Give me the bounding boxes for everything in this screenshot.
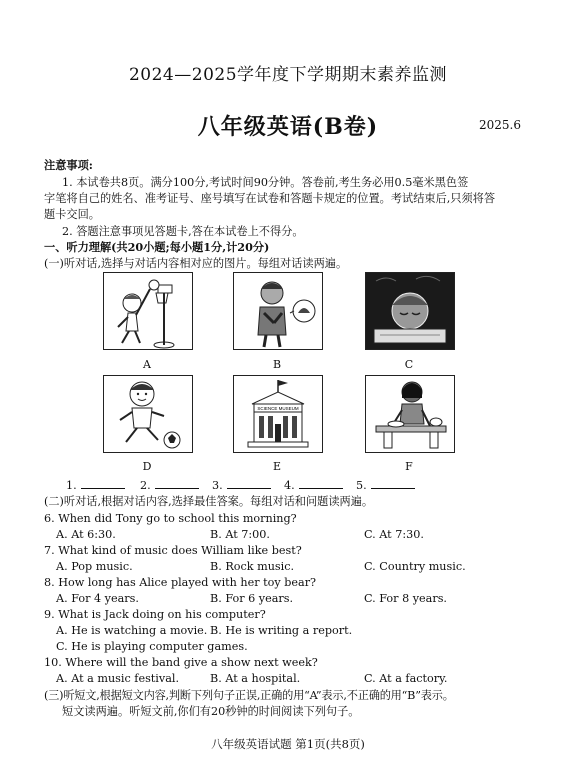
picture-d [103,375,193,453]
q8-option-a[interactable]: A. For 4 years. [56,592,139,605]
boy-sleeping-icon [366,273,454,349]
picture-f [365,375,455,453]
picture-e-label: E [272,460,282,473]
notice-item-1-line-1: 1. 本试卷共8页。满分100分,考试时间90分钟。答卷前,考生务必用0.5毫米黑色签 [62,176,469,189]
picture-d-label: D [142,460,152,473]
museum-sign: SCIENCE MUSEUM [257,406,299,411]
q10-option-a[interactable]: A. At a music festival. [56,672,180,685]
q9-option-a[interactable]: A. He is watching a movie. [56,624,208,637]
q6-option-a[interactable]: A. At 6:30. [56,528,116,541]
picture-c-label: C [404,358,414,371]
q7-option-a[interactable]: A. Pop music. [56,560,133,573]
answer-number-2: 2. [140,479,151,492]
boy-sick-icon [234,273,322,349]
science-museum-icon [234,376,322,452]
blank-line [371,478,415,489]
part-3-instruction-line-1: (三)听短文,根据短文内容,判断下列句子正误,正确的用“A”表示,不正确的用“B”表示。 [44,689,454,702]
picture-f-label: F [405,460,413,473]
picture-b [233,272,323,350]
part-3-instruction-line-2: 短文读两遍。听短文前,你们有20秒钟的时间阅读下列句子。 [62,705,360,718]
part-1-instruction: (一)听对话,选择与对话内容相对应的图片。每组对话读两遍。 [44,257,348,270]
q9-option-c[interactable]: C. He is playing computer games. [56,640,248,653]
question-8: 8. How long has Alice played with her toy bear? [44,576,317,589]
answer-blank-1[interactable] [66,478,125,493]
blank-line [155,478,199,489]
notice-item-1-line-2: 字笔将自己的姓名、准考证号、座号填写在试卷和答题卡规定的位置。考试结束后,只须将答 [44,192,496,205]
picture-a-label: A [143,358,151,371]
answer-number-1: 1. [66,479,77,492]
answer-number-5: 5. [356,479,367,492]
picture-a [103,272,193,350]
picture-e [233,375,323,453]
q8-option-c[interactable]: C. For 8 years. [364,592,447,605]
q6-option-c[interactable]: C. At 7:30. [364,528,424,541]
blank-line [227,478,271,489]
question-10: 10. Where will the band give a show next week? [44,656,318,669]
q10-option-c[interactable]: C. At a factory. [364,672,448,685]
q8-option-b[interactable]: B. For 6 years. [210,592,294,605]
q7-option-b[interactable]: B. Rock music. [210,560,295,573]
picture-c [365,272,455,350]
page-title: 八年级英语(B卷) [197,114,379,140]
question-6: 6. When did Tony go to school this morning? [44,512,297,525]
page-footer: 八年级英语试题 第1页(共8页) [211,737,365,751]
answer-blank-2[interactable] [140,478,199,493]
boy-football-icon [104,376,192,452]
blank-line [299,478,343,489]
picture-b-label: B [272,358,282,371]
q6-option-b[interactable]: B. At 7:00. [210,528,270,541]
answer-blank-3[interactable] [212,478,271,493]
boy-basketball-icon [104,273,192,349]
question-7: 7. What kind of music does William like best? [44,544,302,557]
part-2-instruction: (二)听对话,根据对话内容,选择最佳答案。每组对话和问题读两遍。 [44,495,374,508]
answer-blank-4[interactable] [284,478,343,493]
blank-line [81,478,125,489]
notice-item-2: 2. 答题注意事项见答题卡,答在本试卷上不得分。 [62,225,304,238]
answer-number-3: 3. [212,479,223,492]
q10-option-b[interactable]: B. At a hospital. [210,672,301,685]
q9-option-b[interactable]: B. He is writing a report. [210,624,353,637]
section-1-heading: 一、听力理解(共20小题;每小题1分,计20分) [44,240,270,254]
answer-number-4: 4. [284,479,295,492]
notice-heading: 注意事项: [44,158,93,172]
notice-item-1-line-3: 题卡交回。 [44,208,100,221]
exam-date: 2025.6 [479,118,521,132]
q7-option-c[interactable]: C. Country music. [364,560,466,573]
question-9: 9. What is Jack doing on his computer? [44,608,266,621]
exam-header: 2024—2025学年度下学期期末素养监测 [128,65,448,85]
girl-washing-dishes-icon [366,376,454,452]
answer-blank-5[interactable] [356,478,415,493]
